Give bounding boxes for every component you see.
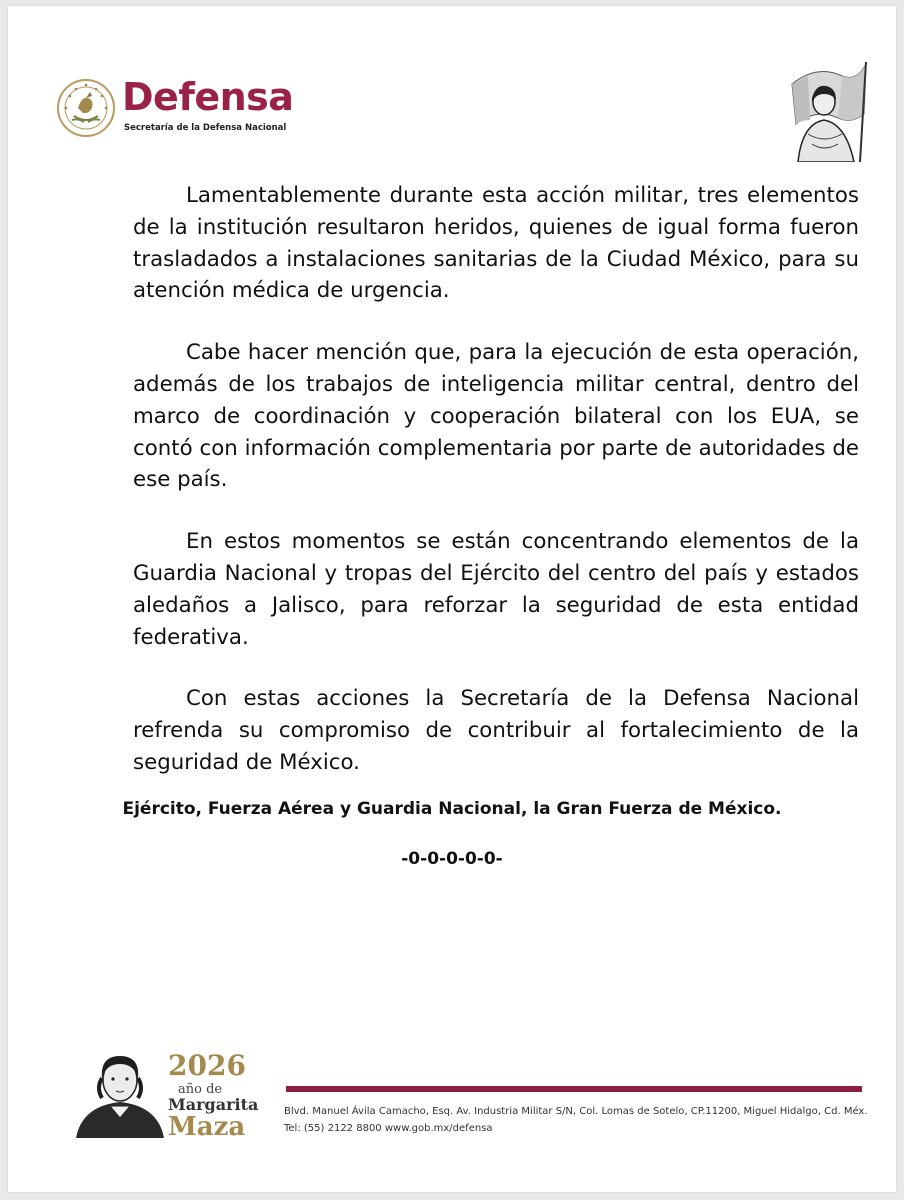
year-number: 2026 — [168, 1049, 246, 1082]
document-page — [8, 6, 896, 1192]
woman-with-flag-illustration — [772, 54, 872, 162]
paragraph-4: Con estas acciones la Secretaría de la Defensa Nacional refrenda su compromiso de contribuir al fortalecimiento de la seguridad de México. — [133, 686, 859, 775]
slogan: Ejército, Fuerza Aérea y Guardia Nacional, la Gran Fuerza de México. — [122, 799, 782, 819]
brand-name: Defensa — [122, 75, 294, 119]
paragraph-1: Lamentablemente durante esta acción militar, tres elementos de la institución resultaron heridos, quienes de igual forma fueron trasladados a instalaciones sanitarias de la Ciudad México, para su atención médica de urgencia. — [133, 183, 859, 304]
brand-subtitle: Secretaría de la Defensa Nacional — [124, 123, 287, 133]
paragraph-2: Cabe hacer mención que, para la ejecución de esta operación, además de los trabajos de inteligencia militar central, dentro del marco de coordinación y cooperación bilateral con los EUA, se contó con información complementaria por parte de autoridades de ese país. — [133, 340, 859, 493]
paragraph-3: En estos momentos se están concentrando elementos de la Guardia Nacional y tropas del Ejército del centro del país y estados aledaños a Jalisco, para reforzar la seguridad de esta entidad federativa. — [133, 529, 859, 650]
document-body — [133, 180, 859, 779]
margarita-maza-portrait-illustration — [72, 1048, 168, 1138]
year-line-3: Margarita — [168, 1095, 259, 1114]
year-line-2: año de — [178, 1082, 223, 1097]
year-of-margarita-maza — [168, 1049, 259, 1144]
mexican-national-seal-icon — [56, 78, 116, 138]
end-separator: -0-0-0-0-0- — [401, 849, 503, 869]
defensa-logo — [56, 76, 296, 146]
footer-address: Blvd. Manuel Ávila Camacho, Esq. Av. Industria Militar S/N, Col. Lomas de Sotelo, CP.11200, Miguel Hidalgo, Cd. Méx. — [284, 1106, 868, 1117]
year-line-4: Maza — [168, 1112, 246, 1142]
footer-rule — [286, 1086, 862, 1092]
footer-contact: Tel: (55) 2122 8800 www.gob.mx/defensa — [284, 1123, 493, 1134]
